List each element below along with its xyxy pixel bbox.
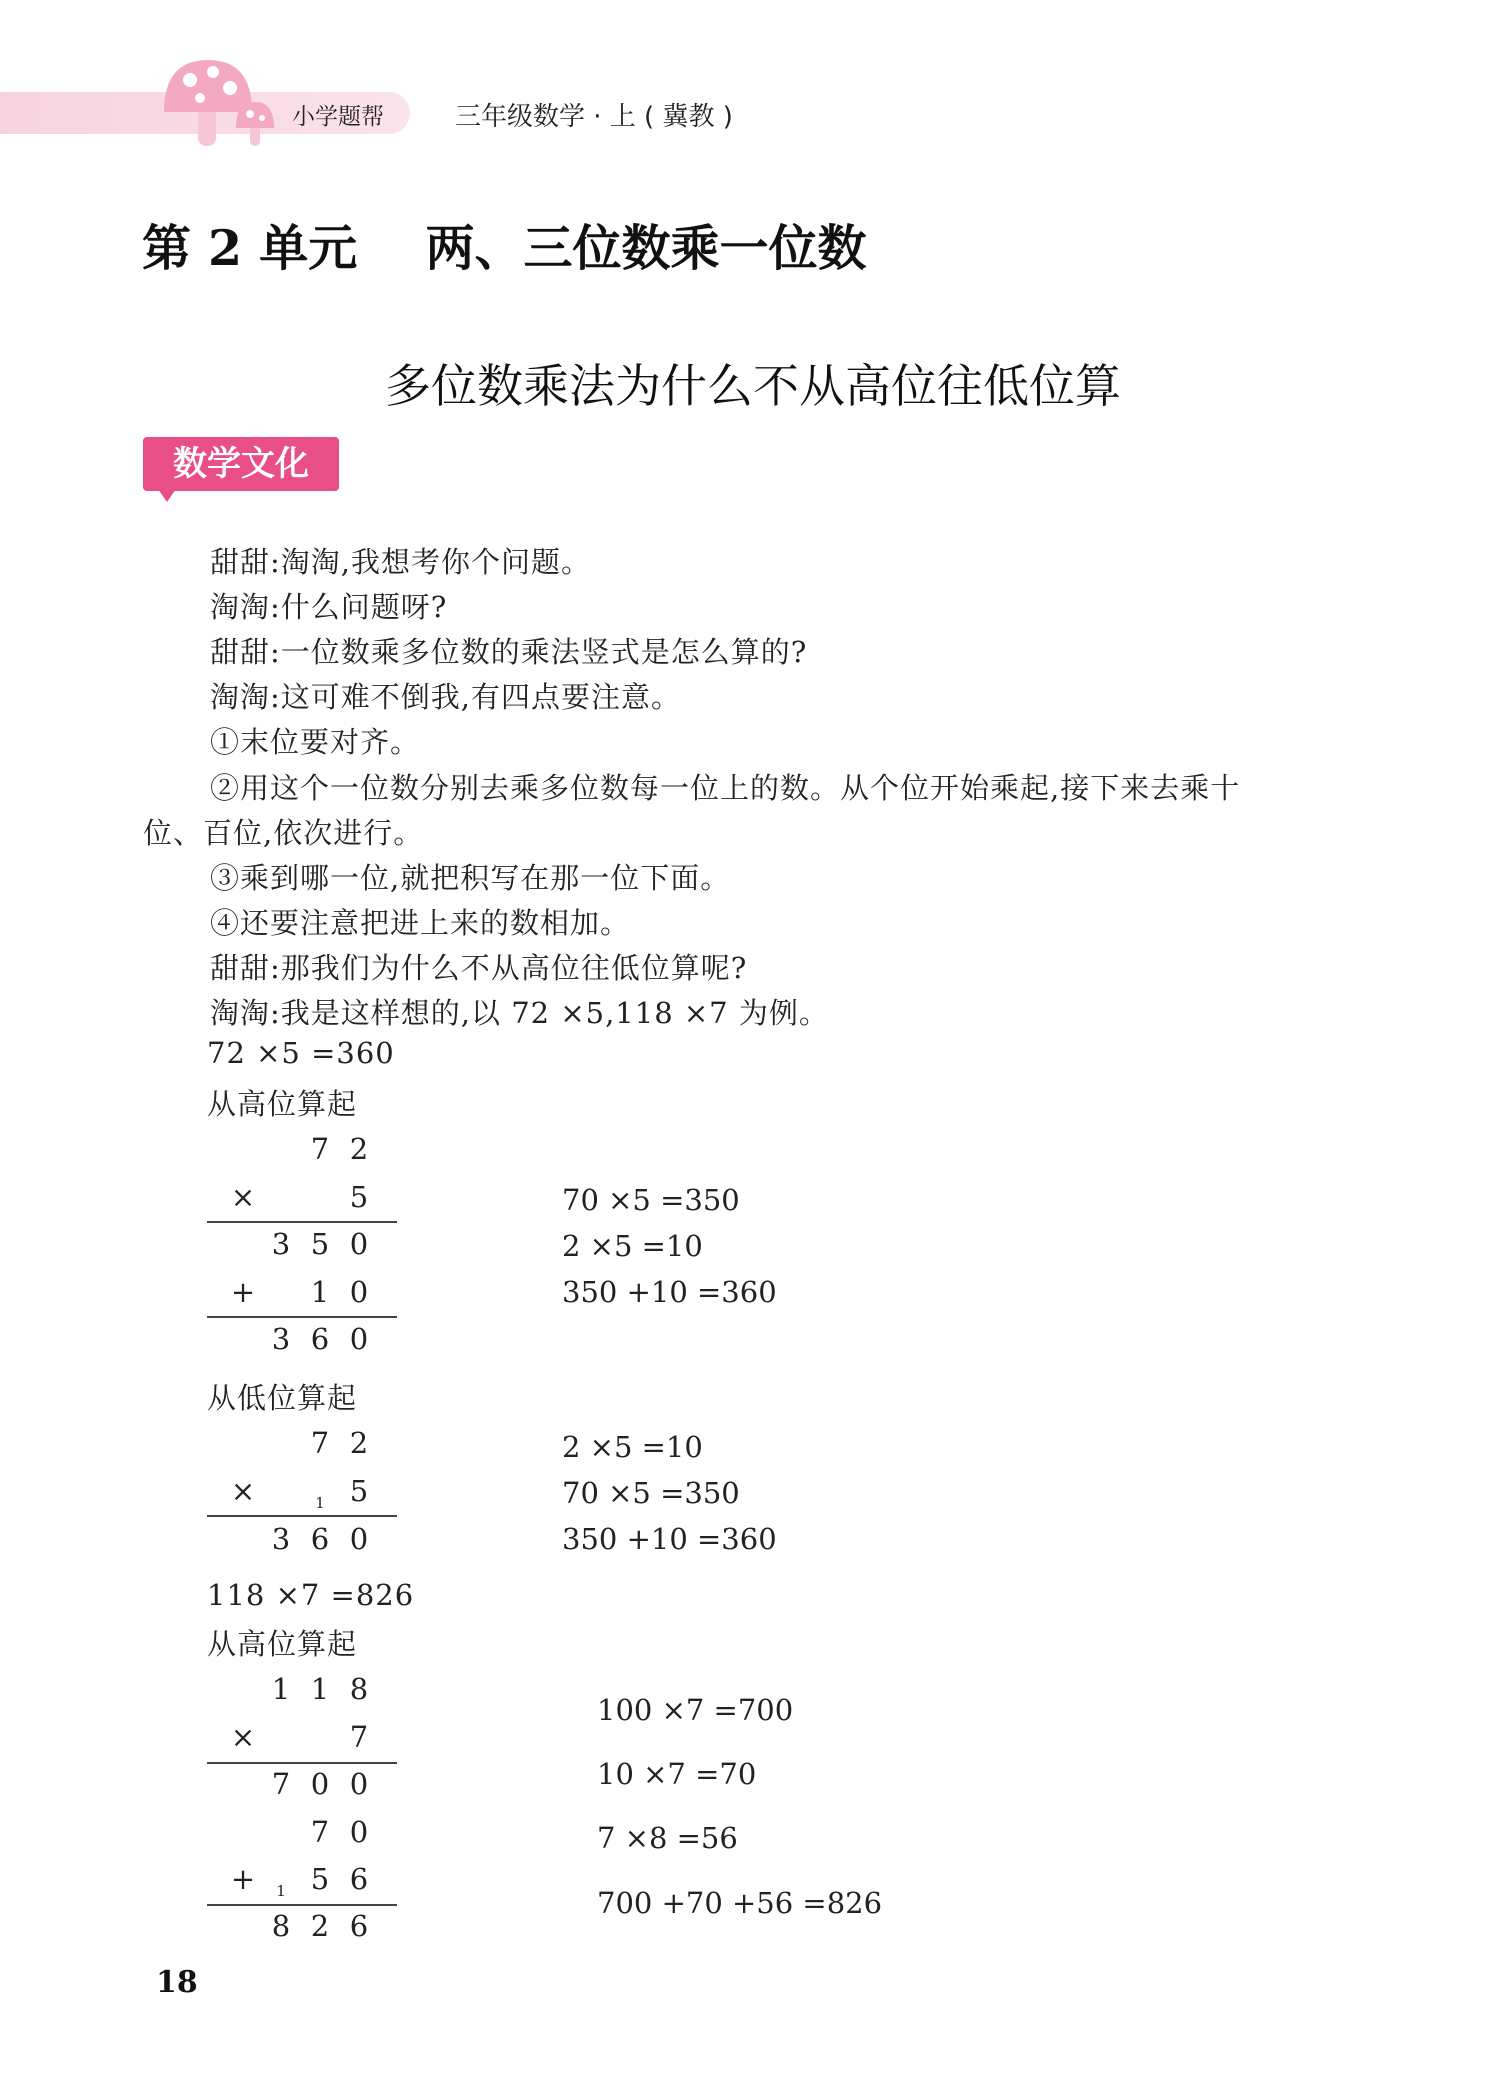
digit: 3 [271, 1522, 291, 1556]
digit: 5 [310, 1227, 330, 1261]
digit: 0 [349, 1522, 369, 1556]
digit: 6 [349, 1909, 369, 1943]
carry-digit: 1 [276, 1882, 286, 1900]
calc-rule [207, 1221, 397, 1223]
operator: × [230, 1720, 256, 1754]
digit: 5 [310, 1862, 330, 1896]
digit: 3 [271, 1227, 291, 1261]
book-title: 三年级数学 · 上 ( 冀教 ) [455, 102, 733, 132]
page-number: 18 [156, 1965, 198, 2000]
dialogue-line: 淘淘:什么问题呀? [210, 590, 448, 624]
digit: 6 [310, 1522, 330, 1556]
digit: 0 [310, 1767, 330, 1801]
digit: 1 [310, 1275, 330, 1309]
rule-item: ④还要注意把进上来的数相加。 [210, 906, 631, 940]
operator: × [230, 1474, 256, 1508]
step-equation: 700 +70 +56 =826 [597, 1886, 883, 1920]
digit: 2 [349, 1132, 369, 1166]
operator: + [230, 1862, 256, 1896]
method-label: 从高位算起 [207, 1627, 358, 1661]
step-equation: 350 +10 =360 [562, 1275, 777, 1309]
brand-label: 小学题帮 [292, 104, 384, 130]
step-equation: 350 +10 =360 [562, 1522, 777, 1556]
dialogue-line: 淘淘:这可难不倒我,有四点要注意。 [210, 680, 681, 714]
digit: 8 [349, 1672, 369, 1706]
digit: 7 [310, 1426, 330, 1460]
digit: 7 [349, 1720, 369, 1754]
step-equation: 2 ×5 =10 [562, 1229, 703, 1263]
rule-item: ②用这个一位数分别去乘多位数每一位上的数。从个位开始乘起,接下来去乘十 [210, 771, 1241, 805]
digit: 7 [310, 1815, 330, 1849]
step-equation: 10 ×7 =70 [597, 1757, 757, 1791]
step-equation: 7 ×8 =56 [597, 1821, 738, 1855]
digit: 6 [310, 1322, 330, 1356]
rule-item-continued: 位、百位,依次进行。 [143, 816, 424, 850]
example-equation: 118 ×7 =826 [207, 1578, 415, 1612]
digit: 5 [349, 1180, 369, 1214]
method-label: 从高位算起 [207, 1087, 358, 1121]
digit: 0 [349, 1815, 369, 1849]
digit: 0 [349, 1275, 369, 1309]
dialogue-line: 甜甜:淘淘,我想考你个问题。 [210, 545, 591, 579]
digit: 1 [271, 1672, 291, 1706]
dialogue-line: 淘淘:我是这样想的,以 72 ×5,118 ×7 为例。 [210, 996, 829, 1030]
rule-item: ①末位要对齐。 [210, 725, 421, 759]
digit: 3 [271, 1322, 291, 1356]
calc-rule [207, 1762, 397, 1764]
step-equation: 2 ×5 =10 [562, 1430, 703, 1464]
digit: 5 [349, 1474, 369, 1508]
example-equation: 72 ×5 =360 [207, 1036, 395, 1070]
mushroom-icon [158, 54, 288, 150]
calc-rule [207, 1515, 397, 1517]
digit: 2 [310, 1909, 330, 1943]
section-subtitle: 多位数乘法为什么不从高位往低位算 [385, 359, 1121, 413]
step-equation: 70 ×5 =350 [562, 1183, 740, 1217]
digit: 8 [271, 1909, 291, 1943]
digit: 6 [349, 1862, 369, 1896]
calc-rule [207, 1904, 397, 1906]
step-equation: 100 ×7 =700 [597, 1693, 794, 1727]
operator: + [230, 1275, 256, 1309]
carry-digit: 1 [315, 1494, 325, 1512]
calc-rule [207, 1316, 397, 1318]
step-equation: 70 ×5 =350 [562, 1476, 740, 1510]
digit: 7 [271, 1767, 291, 1801]
operator: × [230, 1180, 256, 1214]
method-label: 从低位算起 [207, 1381, 358, 1415]
dialogue-line: 甜甜:一位数乘多位数的乘法竖式是怎么算的? [210, 635, 808, 669]
digit: 0 [349, 1322, 369, 1356]
digit: 7 [310, 1132, 330, 1166]
chapter-title: 第 2 单元 两、三位数乘一位数 [142, 219, 867, 277]
dialogue-line: 甜甜:那我们为什么不从高位往低位算呢? [210, 951, 748, 985]
rule-item: ③乘到哪一位,就把积写在那一位下面。 [210, 861, 731, 895]
digit: 1 [310, 1672, 330, 1706]
digit: 0 [349, 1767, 369, 1801]
math-culture-tag: 数学文化 [143, 437, 339, 491]
digit: 2 [349, 1426, 369, 1460]
digit: 0 [349, 1227, 369, 1261]
tag-pointer [158, 489, 176, 502]
